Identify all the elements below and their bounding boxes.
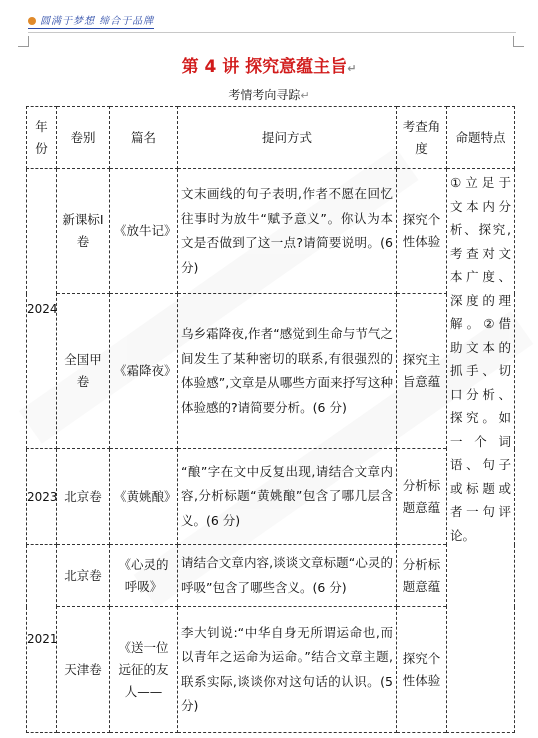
margin-corner-mark <box>513 36 524 47</box>
table-header-angle: 考查角度 <box>397 107 447 169</box>
year-cell: 2021 <box>27 545 57 733</box>
question-cell: 乌乡霜降夜,作者“感觉到生命与节气之间发生了某种密切的联系,有很强烈的体验感”,文章是从哪些方面来抒写这种体验感的?请简要分析。(6 分) <box>178 294 397 449</box>
title-cell: 《放牛记》 <box>110 169 178 294</box>
page-title: 第 4 讲 探究意蕴主旨↵ <box>181 57 357 77</box>
header-logo <box>28 12 154 29</box>
table-row <box>27 169 515 294</box>
header-divider <box>28 32 516 33</box>
question-cell: 文末画线的句子表明,作者不愿在回忆往事时为放牛“赋予意义”。你认为本文是否做到了这一点?请简要说明。(6 分) <box>178 169 397 294</box>
angle-cell: 探究个性体验 <box>397 169 447 294</box>
table-header-title: 篇名 <box>110 107 178 169</box>
angle-cell: 分析标题意蕴 <box>397 449 447 545</box>
question-cell: 李大钊说:“中华自身无所谓运命也,而以青年之运命为运命。”结合文章主题,联系实际,谈谈你对这句话的认识。(5 分) <box>178 607 397 733</box>
table-row <box>27 449 515 545</box>
paper-cell: 天津卷 <box>57 607 110 733</box>
characteristics-cell: ①立足于文本内分析、探究,考查对文本广度、深度的理解。②借助文本的抓手、切口分析、探究。如一个词语、句子或标题或者一句评论。 <box>447 169 515 733</box>
paragraph-mark-icon: ↵ <box>347 62 357 75</box>
header-decoration-text: 圆满于梦想 缔合于品牌 <box>40 16 155 27</box>
year-cell: 2024 <box>27 169 57 449</box>
margin-corner-mark <box>18 36 29 47</box>
title-cell: 《霜降夜》 <box>110 294 178 449</box>
table-header-year: 年份 <box>27 107 57 169</box>
paper-cell: 北京卷 <box>57 545 110 607</box>
angle-cell: 探究主旨意蕴 <box>397 294 447 449</box>
question-cell: “酿”字在文中反复出现,请结合文章内容,分析标题“黄姚酿”包含了哪几层含义。(6 分) <box>178 449 397 545</box>
table-header-question: 提问方式 <box>178 107 397 169</box>
question-cell: 请结合文章内容,谈谈文章标题“心灵的呼吸”包含了哪些含义。(6 分) <box>178 545 397 607</box>
year-cell: 2023 <box>27 449 57 545</box>
title-cell: 《送一位远征的友人—— <box>110 607 178 733</box>
table-header-paper: 卷别 <box>57 107 110 169</box>
exam-trend-table <box>26 106 515 733</box>
table-row <box>27 545 515 607</box>
angle-cell: 探究个性体验 <box>397 607 447 733</box>
paper-cell: 北京卷 <box>57 449 110 545</box>
title-cell: 《黄姚酿》 <box>110 449 178 545</box>
table-row <box>27 294 515 449</box>
angle-cell: 分析标题意蕴 <box>397 545 447 607</box>
paper-cell: 全国甲卷 <box>57 294 110 449</box>
table-header-row <box>27 107 515 169</box>
page-subtitle: 考情考向寻踪↵ <box>228 88 310 102</box>
paper-cell: 新课标Ⅰ卷 <box>57 169 110 294</box>
table-header-characteristics: 命题特点 <box>447 107 515 169</box>
paragraph-mark-icon: ↵ <box>300 89 310 102</box>
logo-icon <box>28 17 36 25</box>
title-cell: 《心灵的呼吸》 <box>110 545 178 607</box>
table-row <box>27 607 515 733</box>
